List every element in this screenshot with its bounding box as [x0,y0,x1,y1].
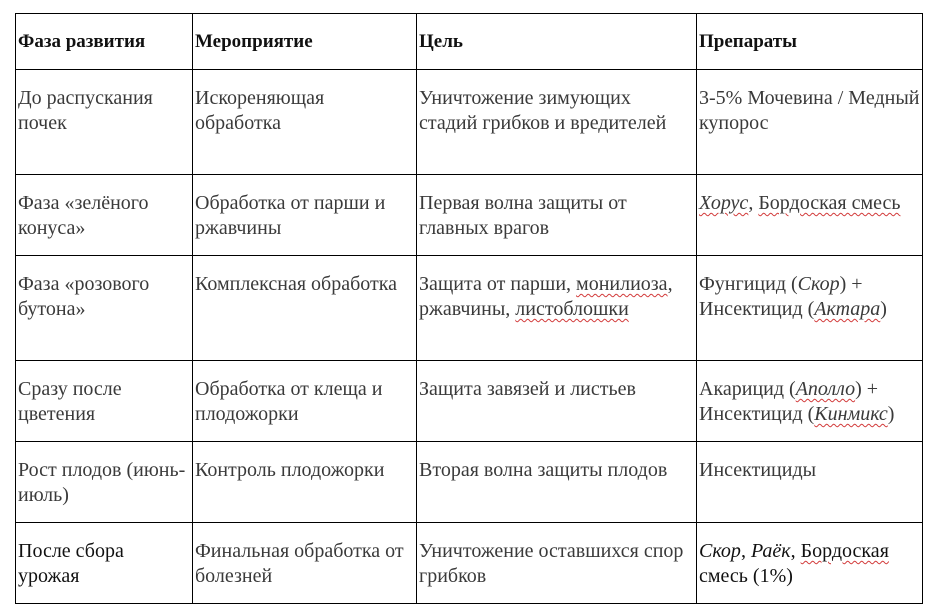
drug-name: Бордоская смесь [758,192,901,214]
table-row [16,70,923,175]
action-cell: Финальная обработка от болезней [193,523,417,604]
drugs-cell [697,523,923,604]
drug-name: Актара [814,298,881,320]
goal-text: монилиоза [576,273,668,295]
drug-name: Хорус [699,192,749,214]
drug-text: Акарицид ( [699,378,796,400]
phase-cell: Фаза «зелёного конуса» [16,175,193,256]
drug-text: Фунгицид ( [699,273,798,295]
drug-text: ) + Инсектицид ( [699,378,879,425]
drugs-cell: Инсектициды [697,442,923,523]
goal-text: Защита от парши, [419,273,572,295]
header-cell [697,14,923,70]
action-cell: Искореняющая обработка [193,70,417,175]
drug-text: ) [880,298,887,320]
drugs-cell: 3-5% Мочевина / Медный купорос [697,70,923,175]
table-row [16,175,923,256]
header-goal: Цель [419,31,463,52]
phase-cell: Фаза «розового бутона» [16,256,193,361]
drug-text: ) + Инсектицид ( [699,273,863,320]
treatment-table [15,13,923,604]
table-header-row [16,14,923,70]
goal-cell: Первая волна защиты от главных врагов [417,175,697,256]
drug-name: Раёк [750,540,791,562]
drug-name: Скор [699,540,741,562]
drug-separator: , [790,540,801,562]
drug-name: Аполло [795,378,856,400]
goal-cell [417,256,697,361]
header-phase: Фаза развития [18,31,146,52]
phase-cell: После сбора урожая [16,523,193,604]
header-cell [16,14,193,70]
table-row [16,361,923,442]
header-cell [193,14,417,70]
goal-text: листоблошки [515,298,629,320]
drug-text: смесь (1%) [699,565,793,587]
drug-name: Кинмикс [814,403,888,425]
phase-cell: До распускания почек [16,70,193,175]
drug-name: Скор [797,273,840,295]
header-cell [417,14,697,70]
goal-cell: Вторая волна защиты плодов [417,442,697,523]
drug-name: Бордоская [800,540,889,562]
goal-cell: Уничтожение оставшихся спор грибков [417,523,697,604]
header-drugs: Препараты [699,31,797,52]
action-cell: Контроль плодожорки [193,442,417,523]
header-action: Мероприятие [195,31,313,52]
drug-separator: , [740,540,751,562]
drug-text: ) [887,403,895,425]
table-row [16,442,923,523]
action-cell: Обработка от клеща и плодожорки [193,361,417,442]
action-cell: Обработка от парши и ржавчины [193,175,417,256]
drugs-cell [697,256,923,361]
goal-cell: Защита завязей и листьев [417,361,697,442]
phase-cell: Рост плодов (июнь-июль) [16,442,193,523]
action-cell: Комплексная обработка [193,256,417,361]
phase-cell: Сразу после цветения [16,361,193,442]
drugs-cell [697,361,923,442]
goal-cell: Уничтожение зимующих стадий грибков и вредителей [417,70,697,175]
drug-separator: , [748,192,759,214]
drugs-cell [697,175,923,256]
goal-text: , ржавчины, [419,273,673,320]
table-row [16,256,923,361]
table-row [16,523,923,604]
